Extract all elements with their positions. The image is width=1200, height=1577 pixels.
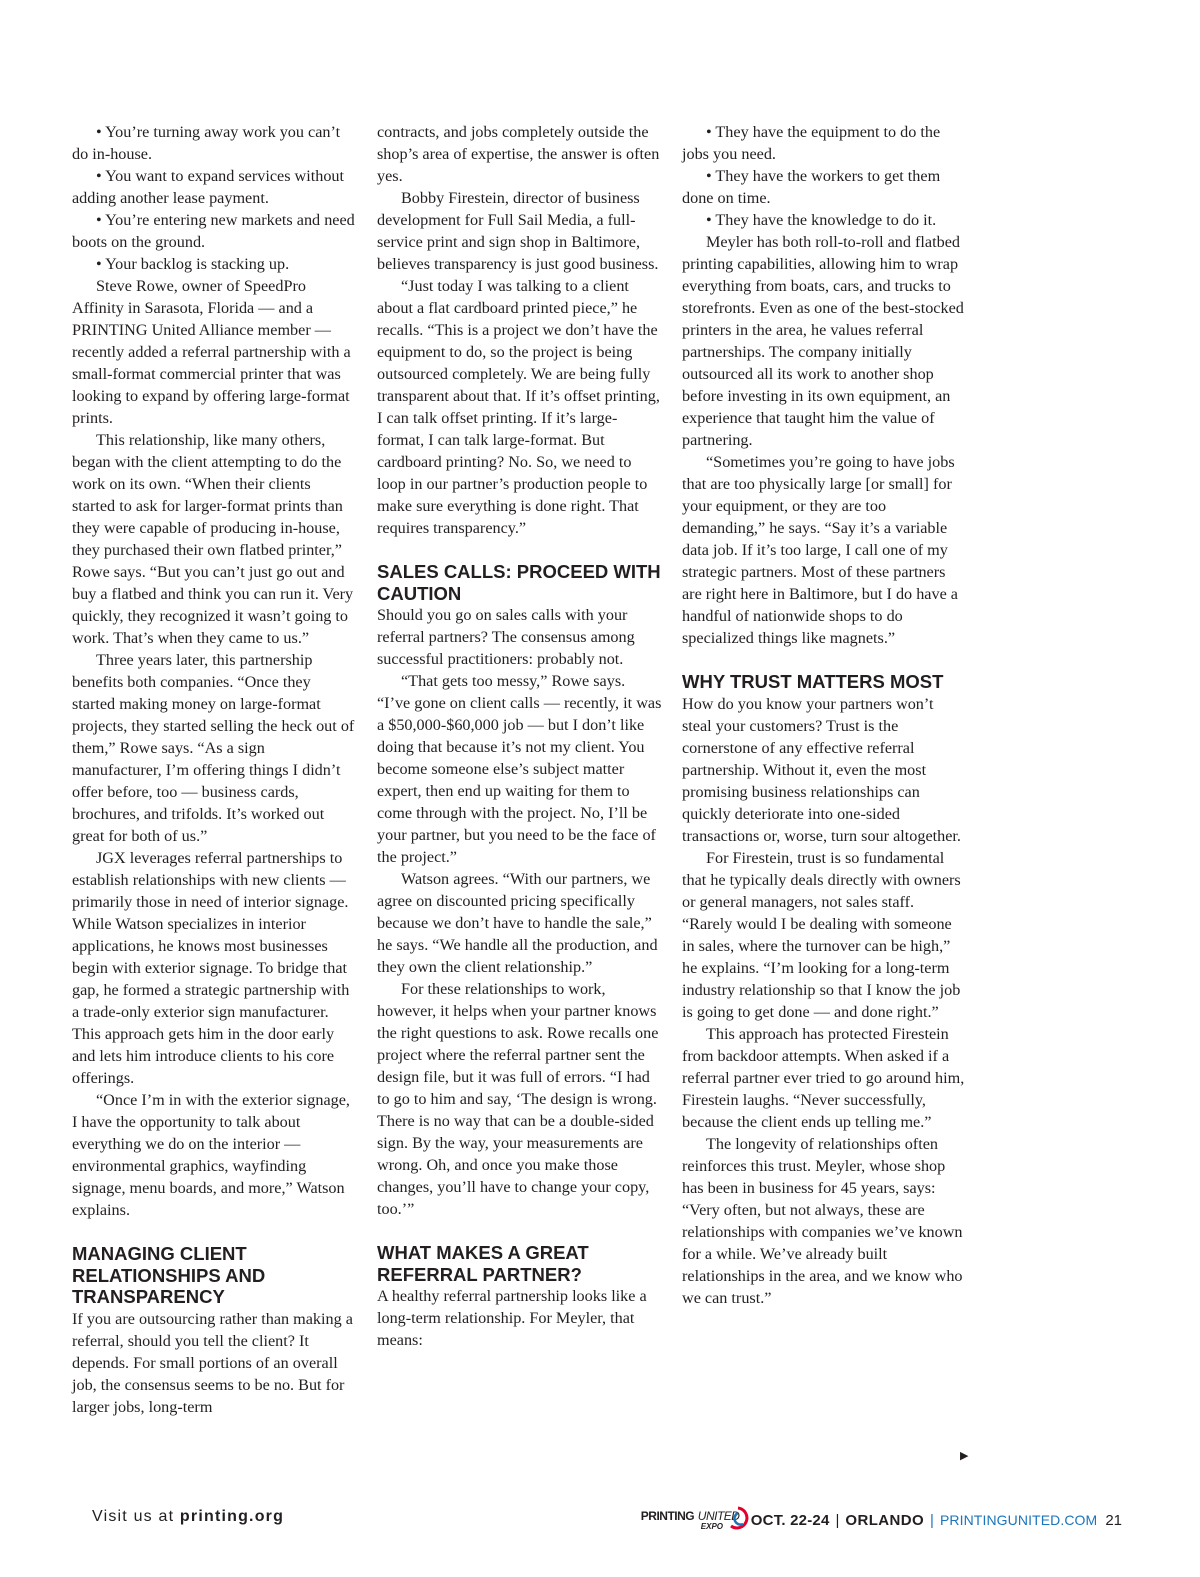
column-2 [377,121,662,1351]
paragraph: • They have the workers to get them done on time. [682,167,941,207]
paragraph: contracts, and jobs completely outside the shop’s area of expertise, the answer is often yes. [377,123,660,185]
logo-swirl-icon [727,1506,749,1532]
paragraph: “That gets too messy,” Rowe says. “I’ve gone on client calls — recently, it was a $50,000-$60,000 job — but I don’t like doing that because it’s not my client. You become someone else’s subject matter expert, then end up waiting for them to come through with the project. No, I’ll be your partner, but you need to be the face of the project.” [377,672,662,866]
paragraph: • They have the equipment to do the jobs you need. [682,123,941,163]
paragraph: For these relationships to work, however, it helps when your partner knows the right questions to ask. Rowe recalls one project where the referral partner sent the design file, but it was full of errors. “I had to go to him and say, ‘The design is wrong. There is no way that can be a double-sided sign. By the way, your measurements are wrong. Oh, and once you make those changes, you’ll have to change your copy, too.’” [377,980,659,1218]
paragraph: “Sometimes you’re going to have jobs that are too physically large [or small] for your equipment, or they are too demanding,” he says. “Say it’s a variable data job. If it’s too large, I call one of my strategic partners. Most of these partners are right here in Baltimore, but I do have a handful of nationwide shops to do specialized things like magnets.” [682,453,958,647]
paragraph: JGX leverages referral partnerships to establish relationships with new clients — primarily those in need of interior signage. While Watson specializes in interior applications, he knows most businesses begin with exterior signage. To bridge that gap, he formed a strategic partnership with a trade-only exterior sign manufacturer. This approach gets him in the door early and lets him introduce clients to his core offerings. [72,849,350,1087]
event-dates: OCT. 22-24 [750,1511,830,1529]
paragraph: “Once I’m in with the exterior signage, I have the opportunity to talk about everything we do on the interior — environmental graphics, wayfinding signage, menu boards, and more,” Watson explains. [72,1091,350,1219]
paragraph: Watson agrees. “With our partners, we agree on discounted pricing specifically because we don’t have to handle the sale,” he says. “We handle all the production, and they own the client relationship.” [377,870,658,976]
paragraph: Steve Rowe, owner of SpeedPro Affinity in Sarasota, Florida — and a PRINTING United Alliance member — recently added a referral partnership with a small-format commercial printer that was looking to expand by offering large-format prints. [72,277,351,427]
logo-united: UNITED [697,1509,740,1523]
paragraph: For Firestein, trust is so fundamental that he typically deals directly with owners or general managers, not sales staff. “Rarely would I be dealing with someone in sales, where the turnover can be high,” he explains. “I’m looking for a long-term industry relationship so that I know the job is going to get done — and done right.” [682,848,961,1021]
section-heading: WHY TRUST MATTERS MOST [682,671,944,692]
column-3 [682,121,967,1309]
paragraph: • You want to expand services without adding another lease payment. [72,167,345,207]
printing-united-expo-logo [641,1506,749,1534]
paragraph: A healthy referral partnership looks like a long-term relationship. For Meyler, that means: [377,1287,647,1349]
paragraph: “Just today I was talking to a client about a flat cardboard printed piece,” he recalls. “This is a project we don’t have the equipment to do, so the project is being outsourced completely. We are being fully transparent about that. If it’s offset printing, I can talk offset printing. If it’s large-format, I can talk large-format. But cardboard printing? No. So, we need to loop in our partner’s production people to make sure everything is done right. That requires transparency.” [377,277,660,537]
page-number: 21 [1105,1511,1122,1529]
continue-arrow-icon: ▶ [960,1449,969,1462]
paragraph: The longevity of relationships often reinforces this trust. Meyler, whose shop has been in business for 45 years, says: “Very often, but not always, these are relationships with companies we’ve known for a while. We’ve already built relationships in the area, and we know who we can trust.” [682,1134,963,1307]
paragraph: This relationship, like many others, began with the client attempting to do the work on its own. “When their clients started to ask for larger-format prints than they were capable of producing in-house, they purchased their own flatbed printer,” Rowe says. “But you can’t just go out and buy a flatbed and think you can run it. Very quickly, they recognized it wasn’t going to work. That’s when they came to us.” [72,431,354,647]
footer-separator-2: | [930,1511,934,1529]
paragraph: Bobby Firestein, director of business development for Full Sail Media, a full-service print and sign shop in Baltimore, believes transparency is just good business. [377,189,659,273]
paragraph: • Your backlog is stacking up. [96,255,290,273]
paragraph: • They have the knowledge to do it. [706,211,937,229]
footer-visit-prefix: Visit us at [92,1508,180,1525]
column-1 [72,121,357,1418]
paragraph: • You’re turning away work you can’t do in-house. [72,123,341,163]
logo-expo: EXPO [700,1522,724,1531]
footer-website-link[interactable]: printing.org [179,1508,285,1525]
section-heading: MANAGING CLIENT RELATIONSHIPS AND TRANSPARENCY [72,1243,266,1307]
paragraph: If you are outsourcing rather than making a referral, should you tell the client? It depends. For small portions of an overall job, the consensus seems to be no. But for larger jobs, long-term [72,1309,353,1416]
paragraph: How do you know your partners won’t steal your customers? Trust is the cornerstone of any effective referral partnership. Without it, even the most promising business relationships can quickly deteriorate into one-sided transactions or, worse, turn sour altogether. [682,694,961,845]
paragraph: • You’re entering new markets and need boots on the ground. [72,211,355,251]
event-city: ORLANDO [845,1511,925,1529]
footer-visit [92,1508,284,1526]
footer-separator: | [835,1511,840,1529]
section-heading: SALES CALLS: PROCEED WITH CAUTION [377,561,661,604]
section-heading: WHAT MAKES A GREAT REFERRAL PARTNER? [377,1242,589,1285]
footer-event [641,1506,1122,1534]
paragraph: This approach has protected Firestein from backdoor attempts. When asked if a referral partner ever tried to go around him, Firestein laughs. “Never successfully, because the client ends up telling me.” [682,1024,965,1131]
paragraph: Should you go on sales calls with your referral partners? The consensus among successful practitioners: probably not. [377,606,635,668]
event-url-link[interactable]: PRINTINGUNITED.COM [939,1512,1098,1528]
paragraph: Meyler has both roll-to-roll and flatbed printing capabilities, allowing him to wrap everything from boats, cars, and trucks to storefronts. Even as one of the best-stocked printers in the area, he values referral partnerships. The company initially outsourced all its work to another shop before investing in its own equipment, an experience that taught him the value of partnering. [682,233,964,449]
logo-printing: PRINTING [640,1509,695,1523]
paragraph: Three years later, this partnership benefits both companies. “Once they started making money on large-format projects, they started selling the heck out of them,” Rowe says. “As a sign manufacturer, I’m offering things I didn’t offer before, too — business cards, brochures, and trifolds. It’s worked out great for both of us.” [72,651,355,845]
